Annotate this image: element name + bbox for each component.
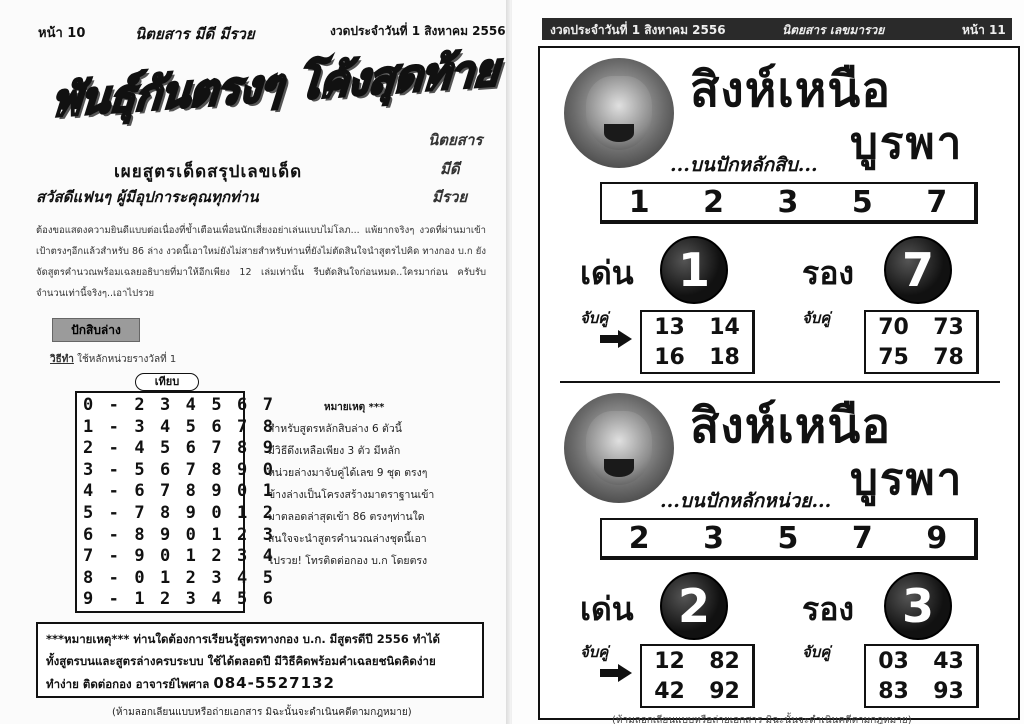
lead-label: เด่น [580,590,634,628]
digit: 3 [703,520,725,556]
pair-number: 75 [878,344,909,370]
pair-label: จับคู่ [580,309,609,327]
second-number: 7 [884,236,952,304]
pair-number: 93 [933,678,964,704]
number-row: 7 - 9 0 1 2 3 4 [83,546,276,567]
magazine-title: นิตยสาร เลขมารวย [782,23,885,37]
method-text: ใช้หลักหน่วยรางวัลที่ 1 [77,354,177,365]
block-caption: ...บนปักหลักหน่วย... [660,490,832,512]
arrow-right-icon [618,664,632,682]
pair-number: 18 [709,344,740,370]
note-line: ข้างล่างเป็นโครงสร้างมาตราฐานเข้า [268,489,435,501]
lead-number: 2 [660,572,728,640]
digit: 7 [926,184,948,220]
note-line: มาตลอดล่าสุดเข้า 86 ตรงๆท่านใด [268,511,425,523]
number-row: 3 - 5 6 7 8 9 0 [83,459,276,480]
digit: 7 [851,520,873,556]
pair-number: 14 [709,314,740,340]
number-row: 1 - 3 4 5 6 7 8 [83,416,276,437]
contact-line [46,672,474,695]
pair-box [640,310,755,374]
pair-number: 70 [878,314,909,340]
block-subtitle: บูรพา [850,454,964,505]
contact-line: ***หมายเหตุ*** ท่านใดต้องการเรียนรู้สูตรทางกอง บ.ก. มีสูตรดีปี 2556 ทำได้ [46,632,441,646]
block-title: สิงห์เหนือ [690,398,892,454]
page-number: หน้า 10 [38,26,86,41]
method-line [50,352,176,367]
lion-icon [564,393,674,503]
note-line: มีวิธีดึงเหลือเพียง 3 ตัว มีหลัก [268,445,401,457]
side-tag-2: มีดี [440,160,460,178]
left-page [0,0,510,724]
section-divider [560,381,1000,383]
issue-date: งวดประจำวันที่ 1 สิงหาคม 2556 [550,23,726,37]
subtitle: เผยสูตรเด็ดสรุปเลขเด็ด [114,162,303,182]
headline-banner [50,44,500,160]
number-row: 2 - 4 5 6 7 8 9 [83,438,276,459]
side-tag-1: นิตยสาร [428,131,483,149]
method-label: วิธีทำ [50,354,74,365]
pair-number: 03 [878,648,909,674]
phone-number: 084-5527132 [213,674,335,692]
right-header-bar [542,18,1012,40]
pair-number: 92 [709,678,740,704]
note-line: สำหรับสูตรหลักสิบล่าง 6 ตัวนี้ [268,423,402,435]
number-table [75,391,276,613]
pair-label: จับคู่ [802,643,831,661]
pair-number: 78 [933,344,964,370]
digit: 9 [926,520,948,556]
digit: 3 [777,184,799,220]
note-line: ไปรวย! โทรติดต่อกอง บ.ก โดยตรง [268,555,428,567]
arrow-right-icon [618,330,632,348]
number-row: 4 - 6 7 8 9 0 1 [83,481,276,502]
second-label: รอง [802,590,855,628]
copyright-footer: (ห้ามลอกเลียนแบบหรือถ่ายเอกสาร มิฉะนั้นจะดำเนินคดีตามกฎหมาย) [112,707,412,718]
second-label: รอง [802,254,855,292]
intro-paragraph: ต้องขอแสดงความยินดีแบบต่อเนื่องที่ข้ำเตือนเพื่อนนักเสี่ยงอย่าเล่นแบบไม่โลภ... แพ้ยากจริงๆ งวดที่ผ่านมาเข้าเป้าตรงๆอีกแล้วสำหรับ 86 ล่าง งวดนี้เอาใหม่ยังไม่สายสำหรับท่านที่ยังไม่ตัดสินใจนำสูตรไปคิด ทางกอง บ.ก ยังจัดสูตรคำนวณพร้อมเฉลยอธิบายที่มาให้อีกเพียง 12 เล่มเท่านั้น รีบตัดสินใจก่อนหมด..ใครมาก่อน ครับรับจำนวนเท่านี้จริงๆ..เอาไปรวย [36,225,486,299]
second-number: 3 [884,572,952,640]
pair-number: 73 [933,314,964,340]
lead-label: เด่น [580,254,634,292]
digit: 2 [703,184,725,220]
block-caption: ...บนปักหลักสิบ... [670,154,818,176]
digit: 5 [851,184,873,220]
pair-number: 83 [878,678,909,704]
pair-label: จับคู่ [802,309,831,327]
pair-number: 82 [709,648,740,674]
pair-number: 12 [654,648,685,674]
number-row: 9 - 1 2 3 4 5 6 [83,589,276,610]
lion-icon [564,58,674,168]
note-line: หน่วยล่างมาจับคู่ได้เลข 9 ชุด ตรงๆ [268,467,428,479]
note-line: สนใจจะนำสูตรคำนวณล่างชุดนี้เอา [268,533,427,545]
digit-box [600,518,978,560]
pair-box [864,644,979,708]
pair-number: 16 [654,344,685,370]
number-row: 6 - 8 9 0 1 2 3 [83,524,276,545]
headline-text: พันธุ์กันตรงๆ โค้งสุดท้าย [50,44,500,128]
lead-number: 1 [660,236,728,304]
block-subtitle: บูรพา [850,118,964,169]
example-tag: เทียบ [135,373,199,391]
digit: 2 [628,520,650,556]
note-heading: หมายเหตุ *** [324,402,385,413]
contact-line: ทั้งสูตรบนและสูตรล่างครบระบบ ใช้ได้ตลอดปี มีวิธีคิดพร้อมคำเฉลยชนิดคิดง่าย [46,654,436,668]
copyright-footer: (ห้ามลอกเลียนแบบหรือถ่ายเอกสาร มิฉะนั้นจะดำเนินคดีตามกฎหมาย) [612,715,912,724]
right-page [512,0,1024,724]
contact-label: ทำง่าย ติดต่อกอง อาจารย์ไพศาล [46,677,210,691]
number-row: 0 - 2 3 4 5 6 7 [83,395,276,415]
issue-date: งวดประจำวันที่ 1 สิงหาคม 2556 [330,24,506,38]
pair-number: 13 [654,314,685,340]
pair-number: 43 [933,648,964,674]
number-row: 8 - 0 1 2 3 4 5 [83,567,276,588]
note-body [268,418,453,572]
block-title: สิงห์เหนือ [690,62,892,118]
pair-box [864,310,979,374]
digit: 1 [628,184,650,220]
pair-label: จับคู่ [580,643,609,661]
pair-number: 42 [654,678,685,704]
content-frame [538,46,1020,720]
number-row: 5 - 7 8 9 0 1 2 [83,502,276,523]
section-tag: ปักสิบล่าง [52,318,140,342]
digit: 5 [777,520,799,556]
pair-box [640,644,755,708]
lion-mouth [604,124,634,142]
contact-box [36,622,484,698]
side-tag-3: มีรวย [432,188,468,206]
magazine-title: นิตยสาร มีดี มีรวย [135,25,255,43]
greeting: สวัสดีแฟนๆ ผู้มีอุปการะคุณทุกท่าน [36,188,259,206]
page-number: หน้า 11 [962,23,1006,37]
digit-box [600,182,978,224]
lion-mouth [604,459,634,477]
